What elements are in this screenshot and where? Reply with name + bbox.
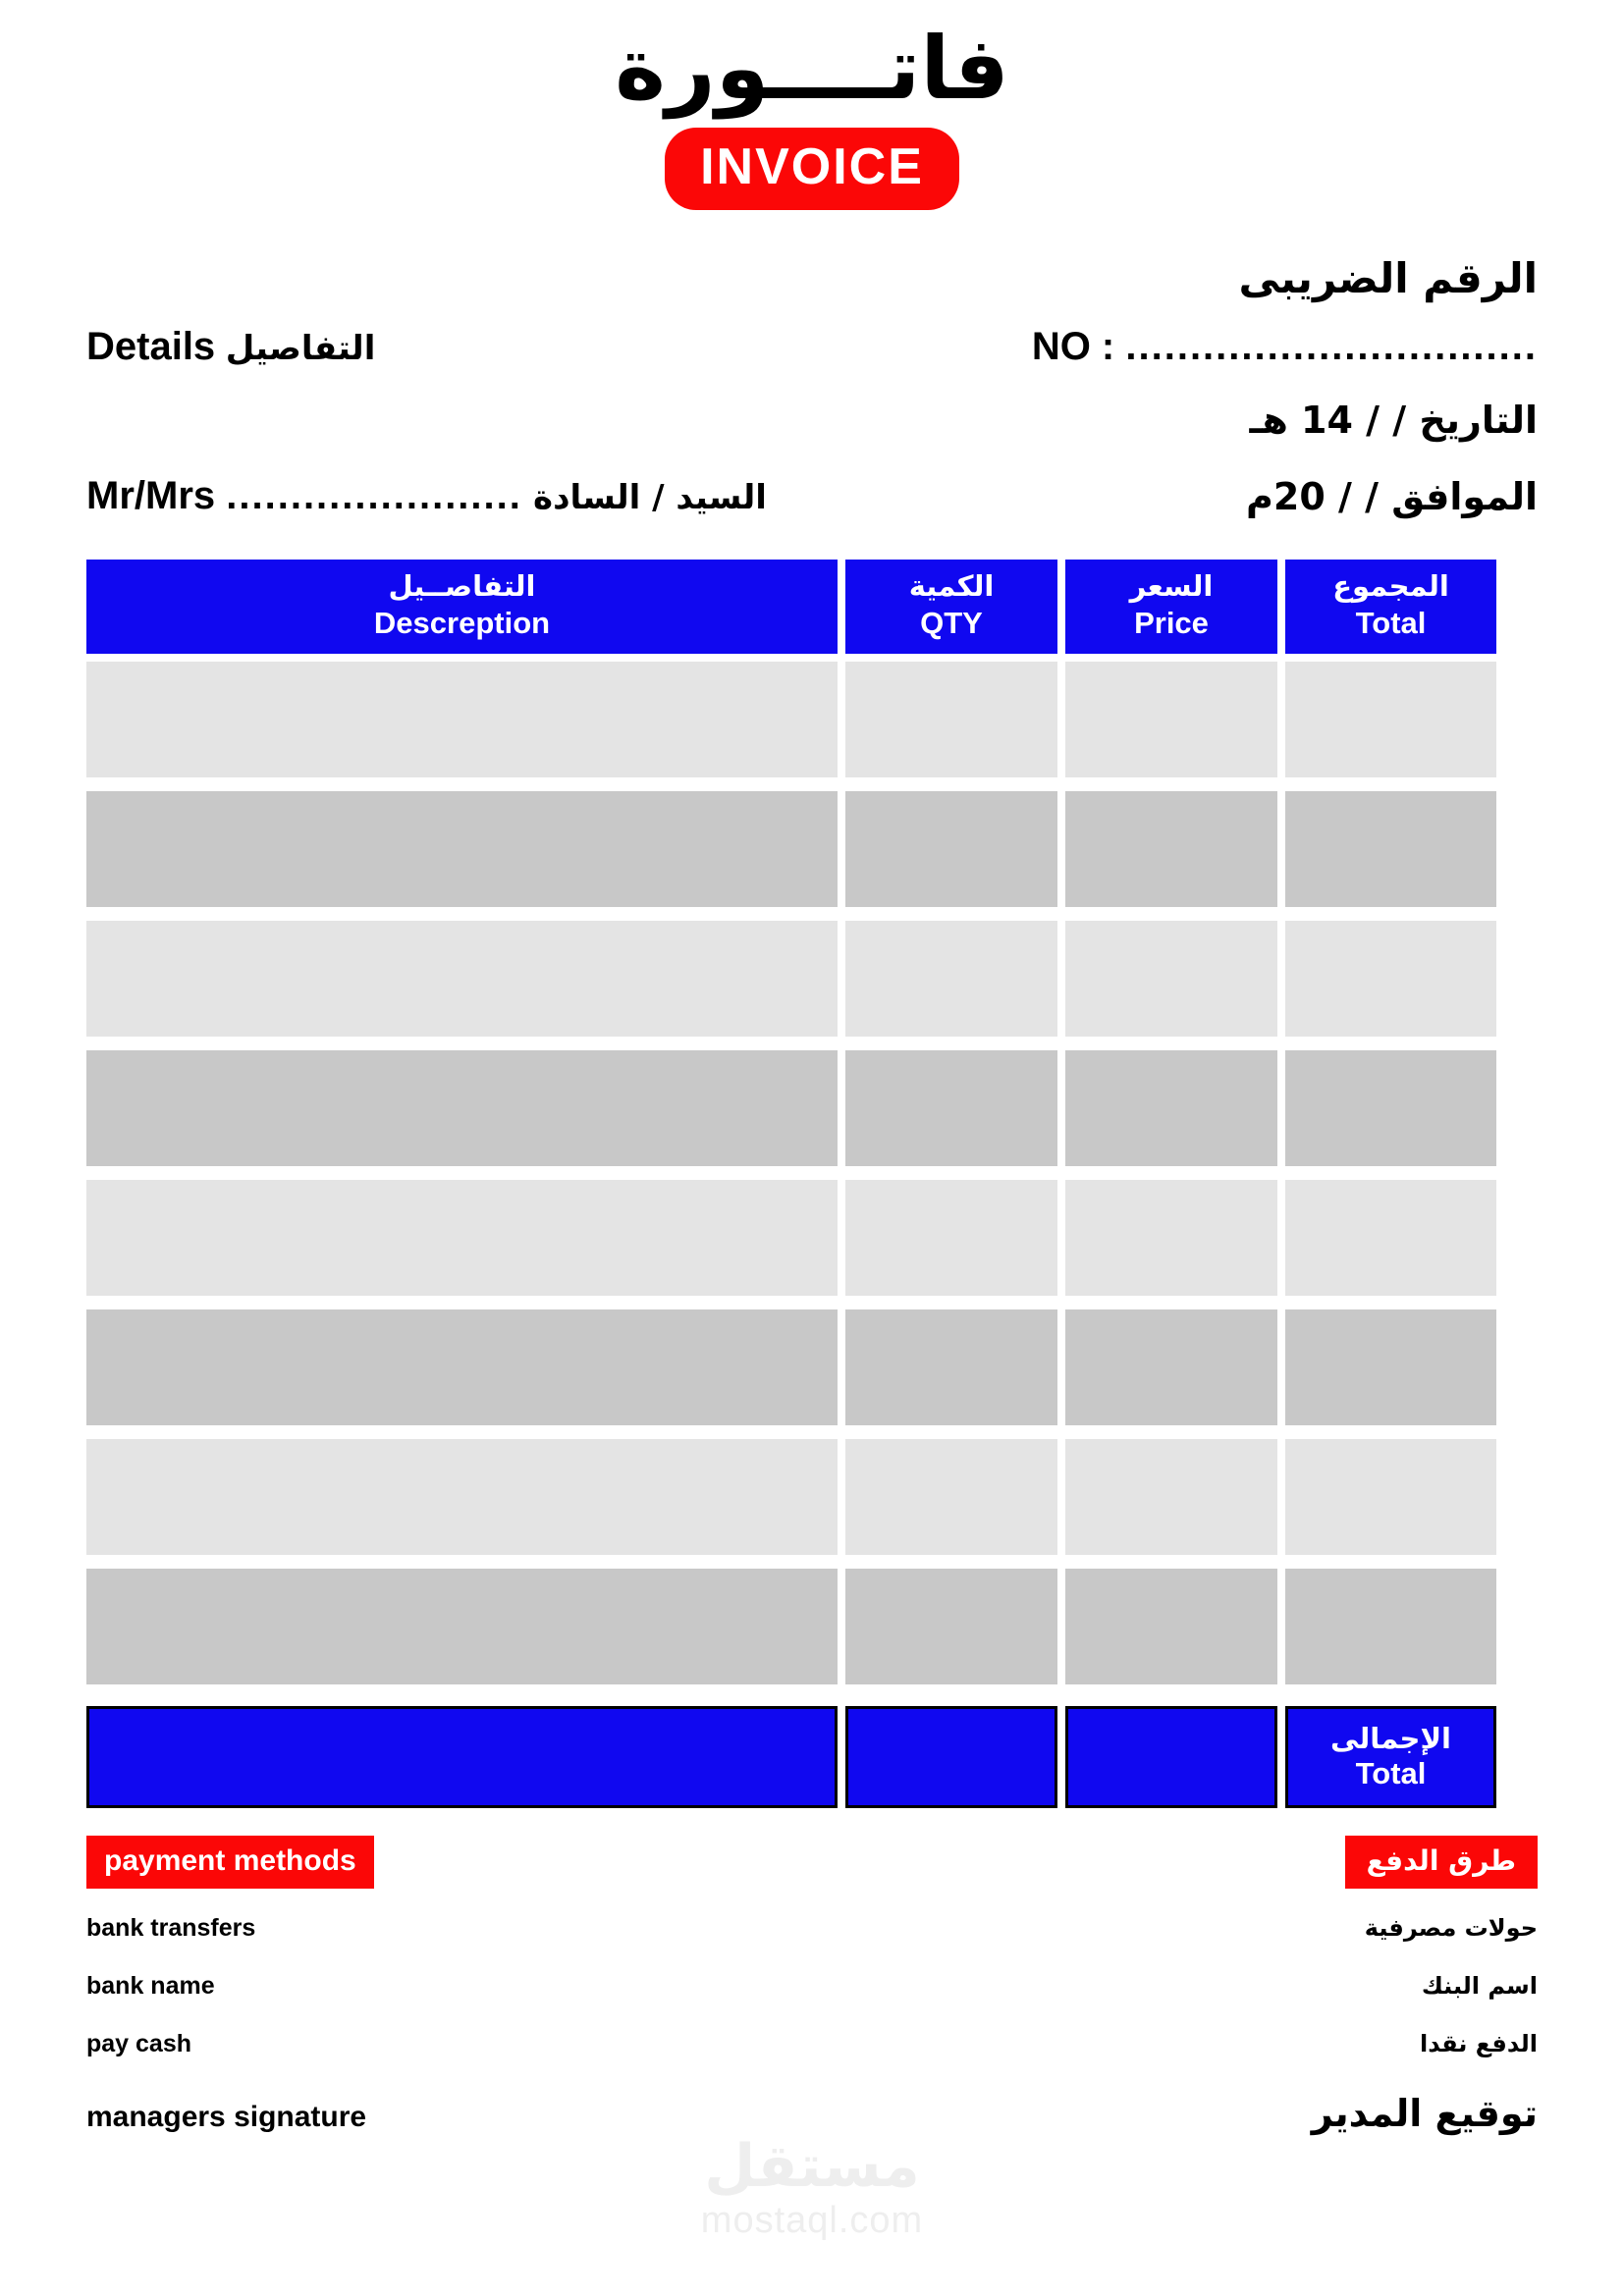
payment-line-pay-cash (86, 2030, 1538, 2058)
tax-number-row (86, 247, 1538, 302)
total-row-qty-cell[interactable] (845, 1706, 1057, 1808)
table-cell-total[interactable] (1285, 1309, 1496, 1425)
table-cell-qty[interactable] (845, 1569, 1057, 1684)
payment-methods-header (86, 1836, 1538, 1889)
table-header-row (86, 560, 1538, 654)
hijri-date-row (86, 387, 1538, 442)
table-cell-desc[interactable] (86, 1569, 838, 1684)
column-header-qty (845, 560, 1057, 654)
customer-name-field[interactable] (86, 474, 767, 518)
invoice-header (0, 0, 1624, 210)
table-total-row (86, 1706, 1538, 1808)
managers-signature-label-en: managers signature (86, 2101, 367, 2133)
table-cell-total[interactable] (1285, 791, 1496, 907)
column-header-qty-en: QTY (920, 606, 983, 641)
invoice-number-dotted-line: ................................ (1125, 325, 1538, 368)
total-row-price-cell[interactable] (1065, 1706, 1277, 1808)
table-cell-desc[interactable] (86, 1050, 838, 1166)
table-cell-total[interactable] (1285, 1050, 1496, 1166)
watermark (0, 2132, 1624, 2241)
table-cell-desc[interactable] (86, 662, 838, 777)
table-body (86, 662, 1538, 1684)
table-cell-qty[interactable] (845, 921, 1057, 1037)
page-title-arabic: فاتــــورة (615, 18, 1009, 119)
table-row (86, 921, 1538, 1037)
table-row (86, 1569, 1538, 1684)
table-cell-total[interactable] (1285, 662, 1496, 777)
table-cell-qty[interactable] (845, 1050, 1057, 1166)
invoice-number-label: NO : (1031, 325, 1115, 368)
table-cell-price[interactable] (1065, 662, 1277, 777)
table-cell-total[interactable] (1285, 1569, 1496, 1684)
details-label-en: Details (86, 325, 216, 368)
name-and-gregorian-date-row (86, 463, 1538, 518)
column-header-description-en: Descreption (373, 606, 551, 641)
watermark-domain: mostaql.com (700, 2200, 924, 2241)
total-row-label-cell (1285, 1706, 1496, 1808)
invoice-number-field[interactable] (1032, 325, 1538, 369)
payment-methods-body (86, 1914, 1538, 2135)
table-cell-price[interactable] (1065, 1180, 1277, 1296)
managers-signature-label-ar: توقيع المدير (1311, 2092, 1538, 2135)
table-cell-qty[interactable] (845, 662, 1057, 777)
table-cell-qty[interactable] (845, 1180, 1057, 1296)
customer-name-dotted-line: ....................... (226, 474, 522, 517)
table-row (86, 662, 1538, 777)
column-header-total (1285, 560, 1496, 654)
details-label-ar: التفاصيل (225, 329, 376, 368)
table-cell-price[interactable] (1065, 1050, 1277, 1166)
table-cell-desc[interactable] (86, 1309, 838, 1425)
watermark-logo-ar: مستقل (704, 2132, 920, 2201)
payment-line-pay-cash-ar: الدفع نقدا (1420, 2030, 1538, 2057)
tax-number-label: الرقم الضريبى (1238, 254, 1538, 302)
table-cell-qty[interactable] (845, 791, 1057, 907)
column-header-price-ar: السعر (1129, 568, 1214, 603)
column-header-total-ar: المجموع (1332, 568, 1449, 603)
table-cell-desc[interactable] (86, 791, 838, 907)
table-cell-qty[interactable] (845, 1439, 1057, 1555)
table-cell-price[interactable] (1065, 1569, 1277, 1684)
table-cell-total[interactable] (1285, 1180, 1496, 1296)
gregorian-date-field[interactable]: الموافق / / 20م (1246, 475, 1538, 518)
invoice-badge: INVOICE (665, 128, 959, 210)
managers-signature-line (86, 2092, 1538, 2135)
column-header-price-en: Price (1134, 606, 1209, 641)
column-header-total-en: Total (1355, 606, 1427, 641)
table-cell-desc[interactable] (86, 921, 838, 1037)
payment-line-bank-transfers-ar: حولات مصرفية (1364, 1914, 1538, 1942)
invoice-meta (0, 247, 1624, 518)
table-cell-desc[interactable] (86, 1180, 838, 1296)
invoice-badge-wrapper (0, 128, 1624, 210)
grand-total-label-ar: الإجمالى (1330, 1721, 1451, 1755)
table-cell-desc[interactable] (86, 1439, 838, 1555)
items-table (86, 560, 1538, 1808)
table-cell-total[interactable] (1285, 1439, 1496, 1555)
table-cell-price[interactable] (1065, 1309, 1277, 1425)
payment-line-bank-name-en: bank name (86, 1972, 215, 2000)
table-row (86, 1439, 1538, 1555)
column-header-price (1065, 560, 1277, 654)
table-row (86, 1050, 1538, 1166)
payment-line-bank-name-ar: اسم البنك (1421, 1972, 1538, 2000)
table-cell-price[interactable] (1065, 791, 1277, 907)
total-row-description-cell[interactable] (86, 1706, 838, 1808)
details-label (86, 325, 375, 369)
customer-name-label-ar: السيد / السادة (533, 478, 767, 517)
table-cell-price[interactable] (1065, 921, 1277, 1037)
table-cell-total[interactable] (1285, 921, 1496, 1037)
customer-name-label-en: Mr/Mrs (86, 474, 216, 517)
table-row (86, 791, 1538, 907)
table-cell-price[interactable] (1065, 1439, 1277, 1555)
payment-line-bank-transfers-en: bank transfers (86, 1914, 256, 1942)
payment-line-bank-transfers (86, 1914, 1538, 1943)
column-header-description-ar: التفاصــيل (388, 568, 536, 603)
table-row (86, 1309, 1538, 1425)
payment-methods-chip-en: payment methods (86, 1836, 374, 1889)
table-cell-qty[interactable] (845, 1309, 1057, 1425)
hijri-date-field[interactable]: التاريخ / / 14 هـ (1249, 399, 1538, 442)
payment-methods-chip-ar: طرق الدفع (1345, 1836, 1538, 1889)
payment-line-bank-name (86, 1972, 1538, 2001)
payment-line-pay-cash-en: pay cash (86, 2030, 192, 2057)
column-header-qty-ar: الكمية (908, 568, 995, 603)
grand-total-label-en: Total (1355, 1756, 1427, 1791)
details-and-number-row (86, 314, 1538, 369)
column-header-description (86, 560, 838, 654)
table-row (86, 1180, 1538, 1296)
